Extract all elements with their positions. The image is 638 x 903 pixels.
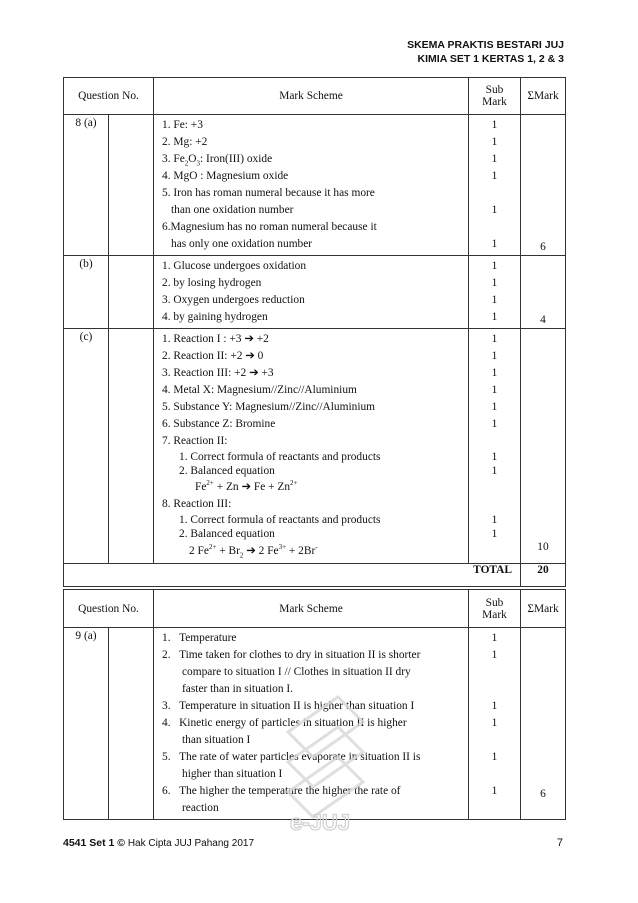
watermark-text: e-JUJ	[290, 810, 350, 834]
scheme-line: 2. Mg: +2	[162, 136, 208, 148]
col-sub-label: Sub	[485, 596, 504, 609]
scheme-line: 1. Correct formula of reactants and products	[179, 514, 381, 526]
sum-mark: 10	[521, 329, 566, 564]
col-mark-label: Mark	[482, 96, 507, 108]
sub-mark-cell: 1 1 1 1	[469, 256, 521, 329]
col-sub-label: Sub	[485, 84, 504, 96]
scheme-line: than one oxidation number	[171, 204, 294, 216]
header-title: SKEMA PRAKTIS BESTARI JUJ	[407, 39, 564, 51]
scheme-line: 4. by gaining hydrogen	[162, 311, 268, 323]
scheme-line: 3. Oxygen undergoes reduction	[162, 294, 305, 306]
scheme-line: 2. Balanced equation	[179, 465, 275, 477]
col-scheme: Mark Scheme	[154, 590, 469, 628]
sum-mark: 4	[521, 256, 566, 329]
col-mark-label: Mark	[482, 608, 507, 621]
scheme-line: 3. $Fe_2O_3$: Iron(III) oxide	[162, 153, 273, 168]
col-sub-mark	[469, 590, 521, 628]
total-label: TOTAL	[64, 564, 521, 587]
col-sub-mark	[469, 78, 521, 115]
scheme-line: 6. Substance Z: Bromine	[162, 418, 276, 430]
scheme-line: 4. MgO : Magnesium oxide	[162, 170, 289, 182]
scheme-line: 3. Temperature in situation II is higher than situation I	[162, 700, 415, 712]
table-row	[64, 256, 566, 329]
sub-mark-cell: 1 1 1 1 1 1	[469, 628, 521, 820]
scheme-line: 1. Temperature	[162, 632, 237, 644]
scheme-line: 6. The higher the temperature the higher the rate of	[162, 785, 401, 797]
scheme-line: 3. Reaction III: +2 ➔ +3	[162, 367, 274, 379]
col-question: Question No.	[64, 590, 154, 628]
question-label: (c)	[64, 329, 109, 564]
scheme-line: $Fe^{2+} + Zn$ ➔ $Fe + Zn^{2+}$	[195, 479, 298, 493]
scheme-line: 7. Reaction II:	[162, 435, 228, 447]
watermark-logo	[268, 692, 373, 834]
scheme-line: 6.Magnesium has no roman numeral because it	[162, 221, 377, 233]
scheme-line: 1. Correct formula of reactants and products	[179, 451, 381, 463]
scheme-line: 1. Glucose undergoes oxidation	[162, 260, 307, 272]
footer-code: 4541 Set 1 ©	[63, 837, 126, 849]
scheme-line: 2. Reaction II: +2 ➔ 0	[162, 350, 264, 362]
question-label: 8 (a)	[64, 115, 109, 256]
table-row	[64, 329, 566, 564]
scheme-line: 5. The rate of water particles evaporate in situation II is	[162, 751, 421, 763]
scheme-line: faster than in situation I.	[182, 683, 294, 695]
question-label: 9 (a)	[64, 628, 109, 820]
header-subtitle: KIMIA SET 1 KERTAS 1, 2 & 3	[417, 53, 564, 65]
scheme-line: compare to situation I // Clothes in situation II dry	[182, 666, 411, 678]
total-value: 20	[521, 564, 566, 587]
question-label: (b)	[64, 256, 109, 329]
col-sum-mark: ΣMark	[521, 78, 566, 115]
scheme-line: higher than situation I	[182, 768, 283, 780]
scheme-line: 1. Fe: +3	[162, 119, 203, 131]
scheme-line: than situation I	[182, 734, 251, 746]
scheme-line: reaction	[182, 802, 219, 814]
scheme-line: has only one oxidation number	[171, 238, 313, 250]
col-sum-mark: ΣMark	[521, 590, 566, 628]
scheme-line: 8. Reaction III:	[162, 498, 232, 510]
col-scheme: Mark Scheme	[154, 78, 469, 115]
scheme-line: 4. Kinetic energy of particles in situation II is higher	[162, 717, 407, 729]
sum-mark: 6	[521, 628, 566, 820]
scheme-line: 2. Time taken for clothes to dry in situation II is shorter	[162, 649, 421, 661]
scheme-line: 2 $Fe^{2+} + Br_2$ ➔ 2 $Fe^{3+} + 2Br^-$	[189, 543, 318, 560]
mark-scheme-cell	[154, 115, 469, 256]
mark-scheme-cell	[154, 329, 469, 564]
mark-scheme-cell	[154, 256, 469, 329]
page-number: 7	[556, 837, 563, 849]
scheme-line: 1. Reaction I : +3 ➔ +2	[162, 333, 269, 345]
sub-mark-cell: 1 1 1 1 1 1	[469, 115, 521, 256]
scheme-line: 5. Substance Y: Magnesium//Zinc//Aluminium	[162, 401, 376, 413]
table-row	[64, 115, 566, 256]
scheme-line: 2. by losing hydrogen	[162, 277, 262, 289]
col-question: Question No.	[64, 78, 154, 115]
footer-copyright: Hak Cipta JUJ Pahang 2017	[127, 838, 254, 849]
scheme-line: 5. Iron has roman numeral because it has more	[162, 187, 375, 199]
scheme-line: 2. Balanced equation	[179, 528, 275, 540]
scheme-line: 4. Metal X: Magnesium//Zinc//Aluminium	[162, 384, 357, 396]
footer-left	[63, 837, 254, 849]
total-row	[64, 564, 566, 587]
sub-mark-cell: 1 1 1 1 1 1 1 1 1 1	[469, 329, 521, 564]
sum-mark: 6	[521, 115, 566, 256]
mark-scheme-table-q8	[63, 77, 566, 587]
